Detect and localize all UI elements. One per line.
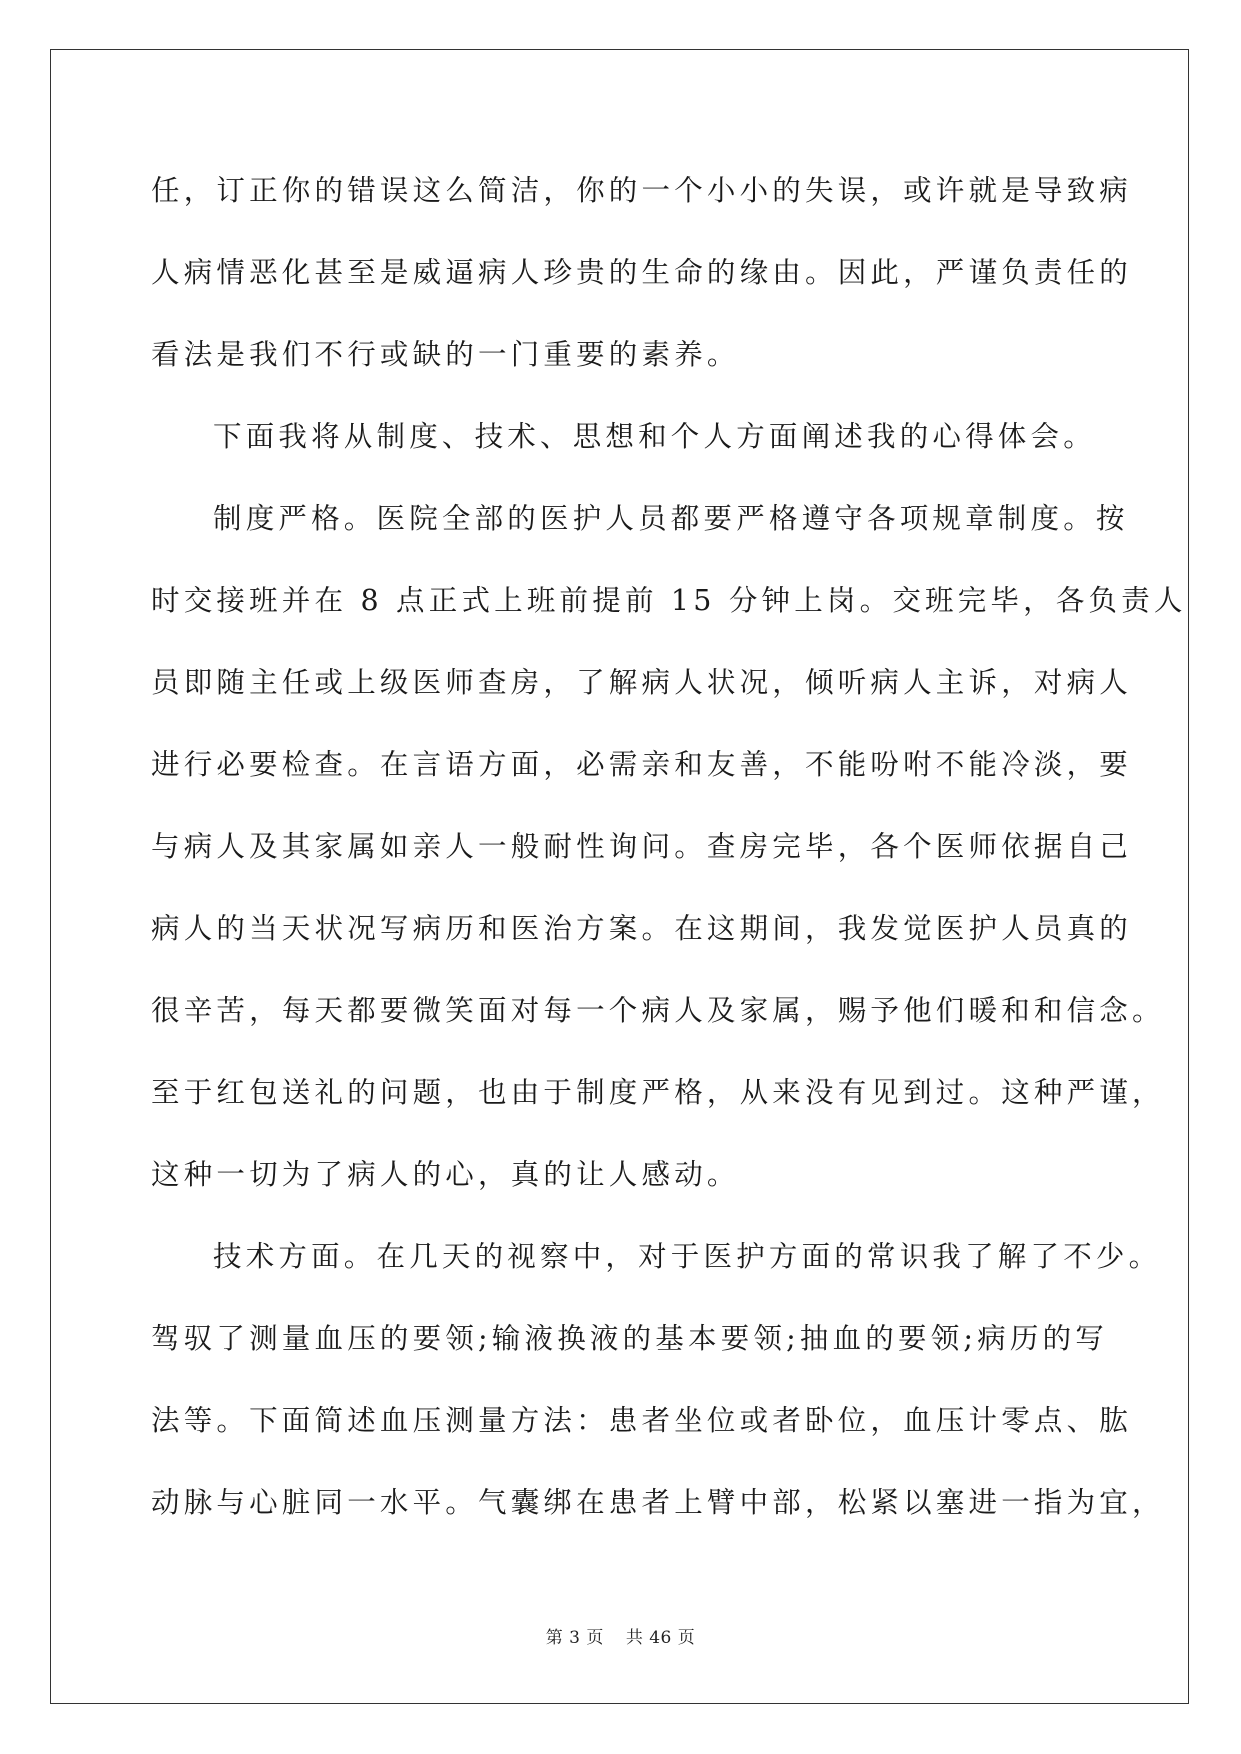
document-body bbox=[151, 160, 1187, 1554]
text-line-10: 病人的当天状况写病历和医治方案。在这期间，我发觉医护人员真的 bbox=[151, 912, 1133, 945]
text-line-4: 下面我将从制度、技术、思想和个人方面阐述我的心得体会。 bbox=[213, 420, 1096, 453]
text-line-7: 员即随主任或上级医师查房，了解病人状况，倾听病人主诉，对病人 bbox=[151, 666, 1133, 699]
text-line-8: 进行必要检查。在言语方面，必需亲和友善，不能吩咐不能冷淡，要 bbox=[151, 748, 1133, 781]
text-line-6: 时交接班并在 8 点正式上班前提前 15 分钟上岗。交班完毕，各负责人 bbox=[151, 584, 1187, 617]
page-number: 第 3 页 bbox=[545, 1628, 604, 1648]
text-line-14: 技术方面。在几天的视察中，对于医护方面的常识我了解了不少。 bbox=[213, 1240, 1162, 1273]
text-line-13: 这种一切为了病人的心，真的让人感动。 bbox=[151, 1158, 740, 1191]
text-line-17: 动脉与心脏同一水平。气囊绑在患者上臂中部，松紧以塞进一指为宜， bbox=[151, 1486, 1165, 1519]
text-line-5: 制度严格。医院全部的医护人员都要严格遵守各项规章制度。按 bbox=[213, 502, 1129, 535]
page-total: 共 46 页 bbox=[625, 1628, 696, 1648]
text-line-9: 与病人及其家属如亲人一般耐性询问。查房完毕，各个医师依据自己 bbox=[151, 830, 1133, 863]
text-line-2: 人病情恶化甚至是威逼病人珍贵的生命的缘由。因此，严谨负责任的 bbox=[151, 256, 1133, 289]
text-line-16: 法等。下面简述血压测量方法：患者坐位或者卧位，血压计零点、肱 bbox=[151, 1404, 1133, 1437]
page-footer bbox=[0, 1623, 1241, 1648]
text-line-11: 很辛苦，每天都要微笑面对每一个病人及家属，赐予他们暖和和信念。 bbox=[151, 994, 1165, 1027]
text-line-3: 看法是我们不行或缺的一门重要的素养。 bbox=[151, 338, 740, 371]
text-line-12: 至于红包送礼的问题，也由于制度严格，从来没有见到过。这种严谨， bbox=[151, 1076, 1165, 1109]
text-line-1: 任，订正你的错误这么简洁，你的一个小小的失误，或许就是导致病 bbox=[151, 174, 1133, 207]
text-line-15: 驾驭了测量血压的要领;输液换液的基本要领;抽血的要领;病历的写 bbox=[151, 1322, 1109, 1355]
